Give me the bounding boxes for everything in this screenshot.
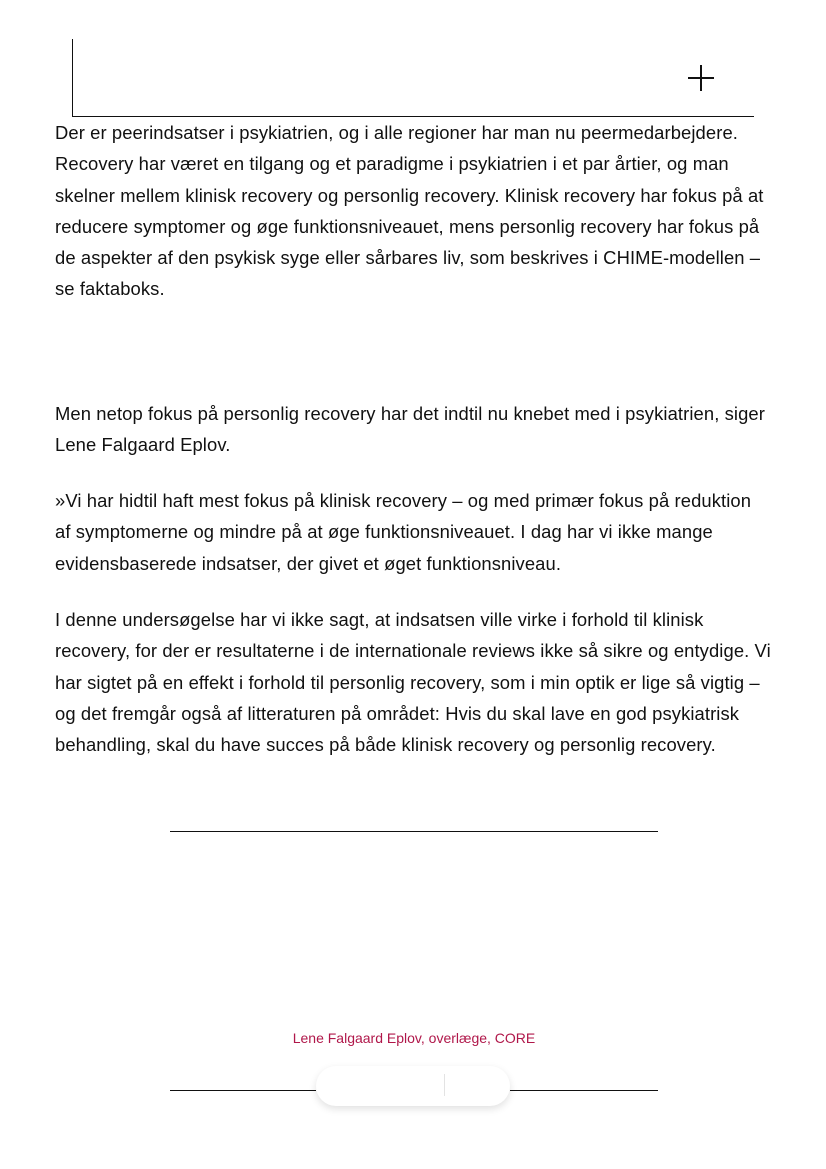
toolbar-divider (444, 1074, 445, 1096)
article-paragraph: »Vi har hidtil haft mest fokus på klinisk recovery – og med primær fokus på reduktion af symptomerne og mindre på at øge funktionsniveauet. I dag har vi ikke mange evidensbaserede indsatser, der givet et øget funktionsniveau. (55, 490, 752, 574)
plus-icon[interactable] (688, 65, 714, 91)
article-paragraph: Men netop fokus på personlig recovery har det indtil nu knebet med i psykiatrien, siger Lene Falgaard Eplov. (55, 403, 765, 456)
article-paragraph: I denne undersøgelse har vi ikke sagt, at indsatsen ville virke i forhold til klinisk recovery, for der er resultaterne i de internationale reviews ikke så sikre og entydige. Vi har sigtet på en effekt i forhold til personlig recovery, som i min optik er lige så vigtig – og det fremgår også af litteraturen på området: Hvis du skal lave en god psykiatrisk behandling, skal du have succes på både klinisk recovery og personlig recovery. (55, 609, 771, 756)
divider-bottom-right (510, 1090, 658, 1091)
image-caption: Lene Falgaard Eplov, overlæge, CORE (292, 1030, 536, 1046)
divider-top (170, 831, 658, 832)
article-paragraph: Der er peerindsatser i psykiatrien, og i alle regioner har man nu peermedarbejdere. Recovery har været en tilgang og et paradigme i psykiatrien i et par årtier, og man skelner mellem klinisk recovery og personlig recovery. Klinisk recovery har fokus på at reducere symptomer og øge funktionsniveauet, mens personlig recovery har fokus på de aspekter af den psykisk syge eller sårbares liv, som beskrives i CHIME-modellen – se faktaboks. (55, 122, 764, 300)
factbox-frame (72, 39, 754, 117)
divider-bottom-left (170, 1090, 316, 1091)
floating-toolbar[interactable] (316, 1066, 510, 1106)
